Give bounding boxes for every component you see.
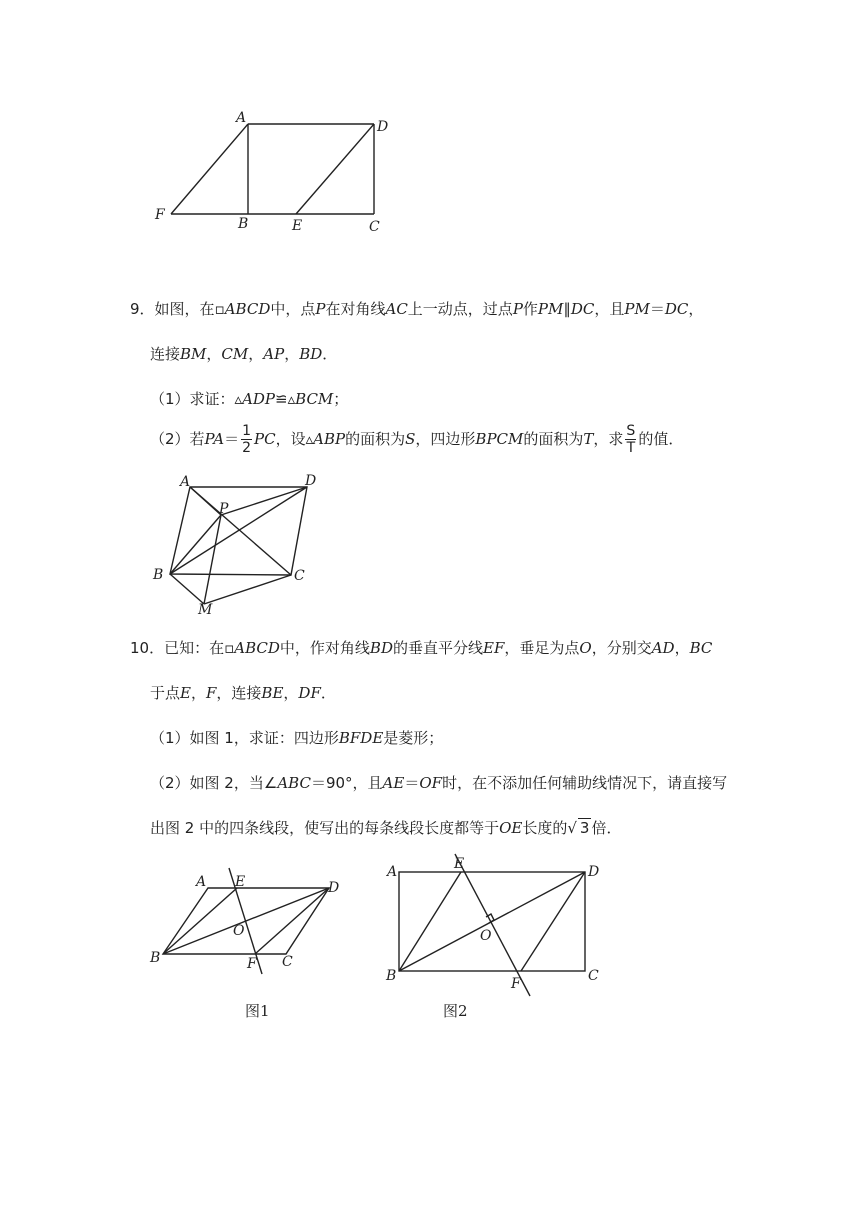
label-b: B [153, 567, 164, 583]
label-d: D [377, 119, 389, 135]
label-b: B [386, 968, 397, 984]
q10-line2: 于点E，F，连接BE，DF． [150, 684, 336, 702]
label-d: D [588, 864, 600, 880]
q10-line5: 出图 2 中的四条线段，使写出的每条线段长度都等于OE长度的√ 3 倍． [150, 819, 622, 837]
label-a: A [180, 474, 191, 490]
label-e: E [235, 874, 246, 890]
q9-line1: 9．如图，在▫ABCD中，点P在对角线AC上一动点，过点P作PM∥DC，且PM＝DC， [130, 300, 704, 318]
figure-q9 [0, 460, 860, 630]
label-m: M [198, 602, 213, 618]
q10-line1: 10．已知：在▫ABCD中，作对角线BD的垂直平分线EF，垂足为点O，分别交AD，BC [130, 639, 713, 657]
segment-bm [170, 574, 204, 604]
fraction-one-half: $\frac{1}{2}$ [242, 423, 252, 456]
label-a: A [236, 110, 247, 126]
label-d: D [328, 880, 340, 896]
label-o: O [480, 928, 492, 944]
q10-line4: （2）如图 2，当∠ABC＝90°，且AE＝OF时，在不添加任何辅助线情况下，请直接写 [150, 774, 728, 792]
segment-pm [204, 515, 221, 604]
figure-2-caption: 图2 [443, 1002, 468, 1020]
label-e: E [454, 856, 465, 872]
segment-cm [204, 575, 291, 604]
q10-line3: （1）如图 1，求证：四边形BFDE是菱形； [150, 729, 444, 747]
label-f: F [511, 976, 521, 992]
q9-line4: （2）若PA＝ $\frac{1}{2}$ PC，设▵ABP的面积为S，四边形BPCM的面积为T，求 $\frac{S}{T}$ 的值． [150, 423, 684, 456]
segment-pd [221, 487, 307, 515]
label-c: C [294, 568, 305, 584]
label-c: C [369, 219, 380, 235]
figure-q10-2 [0, 850, 860, 1010]
segment-ap [190, 487, 221, 515]
sqrt-symbol: √ [567, 819, 577, 837]
label-a: A [196, 874, 207, 890]
figure-1-caption: 图1 [245, 1002, 270, 1020]
label-o: O [233, 923, 245, 939]
label-a: A [387, 864, 398, 880]
line-ef [455, 854, 530, 996]
figure-q8 [0, 0, 860, 260]
label-d: D [305, 473, 317, 489]
label-b: B [150, 950, 161, 966]
segment-df [521, 872, 585, 971]
label-p: P [219, 501, 229, 517]
segment-be [399, 872, 461, 971]
label-e: E [292, 218, 303, 234]
q9-line3: （1）求证：▵ADP≌▵BCM； [150, 390, 349, 408]
label-f: F [155, 207, 165, 223]
segment-bp [170, 515, 221, 574]
segment-af [171, 124, 248, 214]
diagonal-bd [170, 487, 307, 574]
label-c: C [588, 968, 599, 984]
label-b: B [238, 216, 249, 232]
label-c: C [282, 954, 293, 970]
q9-line2: 连接BM，CM，AP，BD． [150, 345, 338, 363]
label-f: F [247, 956, 257, 972]
fraction-s-over-t: $\frac{S}{T}$ [626, 423, 636, 456]
segment-de [296, 124, 374, 214]
